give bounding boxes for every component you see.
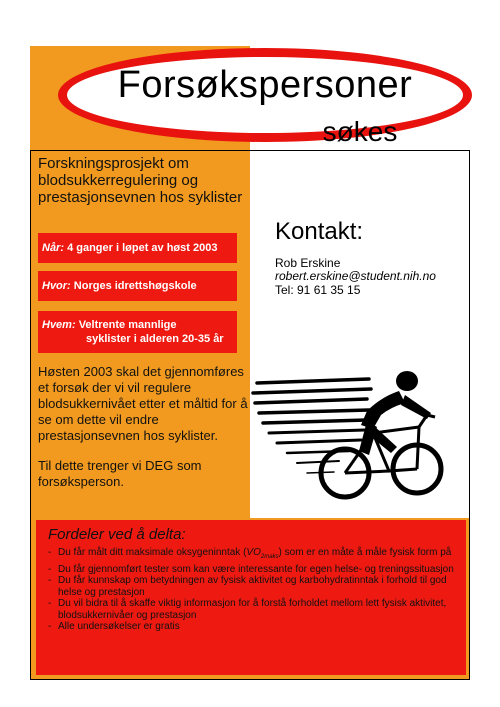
benefits-heading: Fordeler ved å delta: xyxy=(48,526,186,543)
where-label: Hvor: xyxy=(42,280,71,292)
call-to-action: Til dette trenger vi DEG som forsøksperson. xyxy=(38,458,202,489)
benefit-item: - Du får gjennomført tester som kan være interessante for egen helse- og treningssituasjon xyxy=(48,564,456,576)
bicycle xyxy=(321,415,441,497)
benefit-item: - Du får kunnskap om betydningen av fysisk aktivitet og karbohydratinntak i forhold til god helse og prestasjon xyxy=(48,575,456,598)
study-description: Høsten 2003 skal det gjennomføres et forsøk der vi vil regulere blodsukkernivået etter et måltid for å se om dette vil endre prestasjonsevnen hos syklister. xyxy=(38,364,248,443)
when-text: 4 ganger i løpet av høst 2003 xyxy=(67,242,218,254)
vo2-symbol: VO xyxy=(246,547,261,558)
where-text: Norges idrettshøgskole xyxy=(73,280,197,292)
benefit-item-text-end: ) som er en måte å måle fysisk form på xyxy=(278,547,452,558)
benefits-list xyxy=(48,547,456,633)
cyclist-figure xyxy=(359,371,431,455)
where-box xyxy=(38,271,237,301)
when-box xyxy=(38,233,237,263)
benefit-item: - Alle undersøkelser er gratis xyxy=(48,621,456,633)
contact-name: Rob Erskine xyxy=(275,256,341,270)
who-label: Hvem: xyxy=(42,319,76,331)
page-subtitle: søkes xyxy=(322,116,398,147)
who-box xyxy=(38,311,237,353)
benefit-item-text: Du får målt ditt maksimale oksygeninntak ( xyxy=(58,547,247,558)
cyclist-illustration xyxy=(249,355,449,515)
who-text-line1: Veltrente mannlige xyxy=(78,319,177,331)
project-intro: Forskningsprosjekt om blodsukkerregulering og prestasjonsevnen hos syklister xyxy=(38,155,243,206)
vo2-term xyxy=(246,547,278,558)
contact-heading: Kontakt: xyxy=(275,218,364,245)
page-title: Forsøkspersoner xyxy=(117,64,413,106)
contact-email[interactable]: robert.erskine@student.nih.no xyxy=(275,269,436,283)
benefits-box xyxy=(36,520,466,675)
benefit-item xyxy=(48,547,456,564)
who-text-line2: syklister i alderen 20-35 år xyxy=(86,333,224,345)
vo2-subscript: 2maks xyxy=(260,554,279,560)
contact-phone: Tel: 91 61 35 15 xyxy=(275,283,361,297)
benefit-item: - Du vil bidra til å skaffe viktig informasjon for å forstå forholdet mellom lett fysisk aktivitet, blodsukkernivåer og prestasjon xyxy=(48,598,456,621)
when-label: Når: xyxy=(42,242,65,254)
